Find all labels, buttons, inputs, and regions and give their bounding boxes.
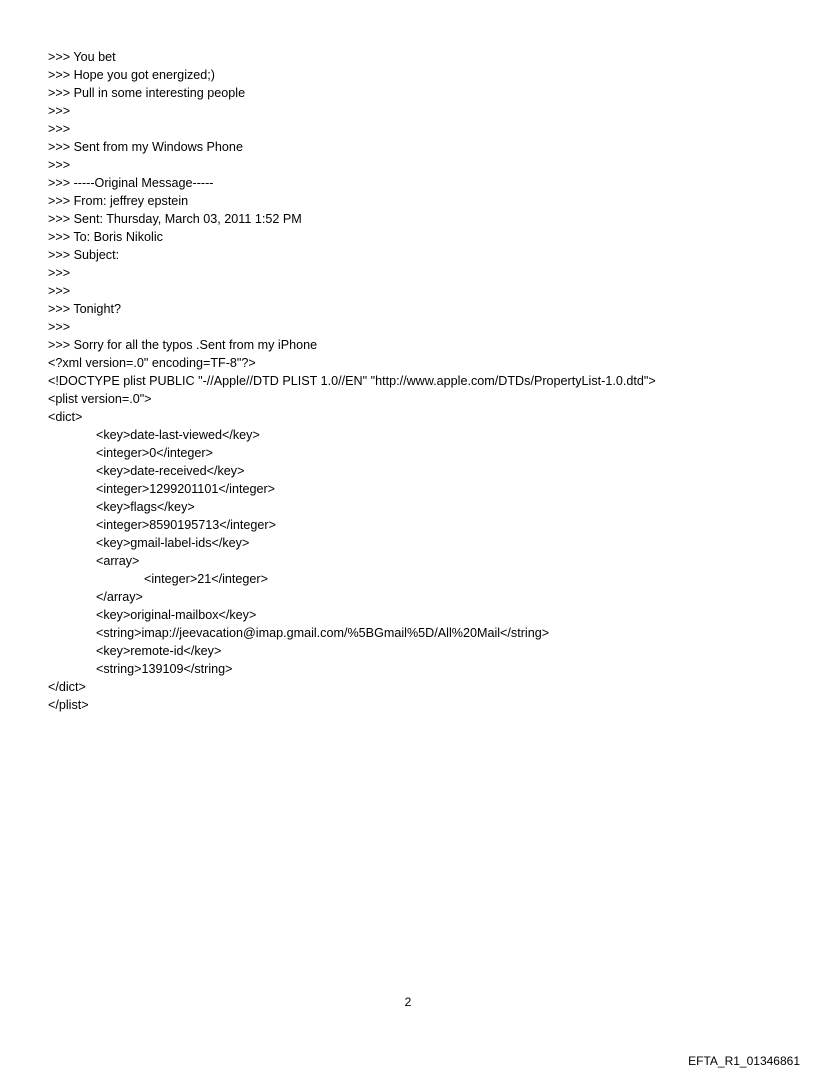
plist-line: <integer>8590195713</integer> (96, 518, 276, 532)
plist-line: <!DOCTYPE plist PUBLIC "-//Apple//DTD PLIST 1.0//EN" "http://www.apple.com/DTDs/PropertyList-1.0.dtd"> (48, 374, 656, 388)
plist-line: <key>gmail-label-ids</key> (96, 536, 250, 550)
plist-line: <integer>21</integer> (144, 572, 268, 586)
email-header-from: >>> From: jeffrey epstein (48, 194, 189, 208)
email-line: >>> (48, 122, 71, 136)
plist-metadata-block (48, 354, 788, 714)
bates-number: EFTA_R1_01346861 (688, 1054, 800, 1068)
email-header-sent: >>> Sent: Thursday, March 03, 2011 1:52 PM (48, 212, 302, 226)
plist-line: <string>imap://jeevacation@imap.gmail.com/%5BGmail%5D/All%20Mail</string> (96, 626, 550, 640)
plist-line: <key>flags</key> (96, 500, 195, 514)
email-line: >>> (48, 266, 71, 280)
email-quoted-block (48, 48, 788, 354)
plist-line: <integer>0</integer> (96, 446, 213, 460)
plist-line: <key>date-last-viewed</key> (96, 428, 260, 442)
plist-line: <?xml version=.0" encoding=TF-8"?> (48, 356, 256, 370)
email-line: >>> You bet (48, 50, 116, 64)
email-header-subject: >>> Subject: (48, 248, 120, 262)
email-line: >>> Pull in some interesting people (48, 86, 246, 100)
plist-line: </array> (96, 590, 143, 604)
plist-line: <key>original-mailbox</key> (96, 608, 257, 622)
document-body (48, 48, 788, 714)
email-line: >>> (48, 104, 71, 118)
plist-line: <array> (96, 554, 140, 568)
plist-line: <string>139109</string> (96, 662, 233, 676)
email-line: >>> Sent from my Windows Phone (48, 140, 243, 154)
plist-line: <dict> (48, 410, 83, 424)
plist-line: <key>remote-id</key> (96, 644, 222, 658)
email-header-to: >>> To: Boris Nikolic (48, 230, 163, 244)
page-number: 2 (404, 995, 412, 1009)
plist-line: </dict> (48, 680, 86, 694)
email-line: >>> (48, 320, 71, 334)
plist-line: </plist> (48, 698, 89, 712)
plist-line: <key>date-received</key> (96, 464, 245, 478)
email-line: >>> -----Original Message----- (48, 176, 214, 190)
plist-line: <plist version=.0"> (48, 392, 152, 406)
email-line: >>> (48, 158, 71, 172)
email-line: >>> Tonight? (48, 302, 121, 316)
email-line: >>> Sorry for all the typos .Sent from my iPhone (48, 338, 318, 352)
email-line: >>> (48, 284, 71, 298)
plist-line: <integer>1299201101</integer> (96, 482, 276, 496)
email-line: >>> Hope you got energized;) (48, 68, 215, 82)
